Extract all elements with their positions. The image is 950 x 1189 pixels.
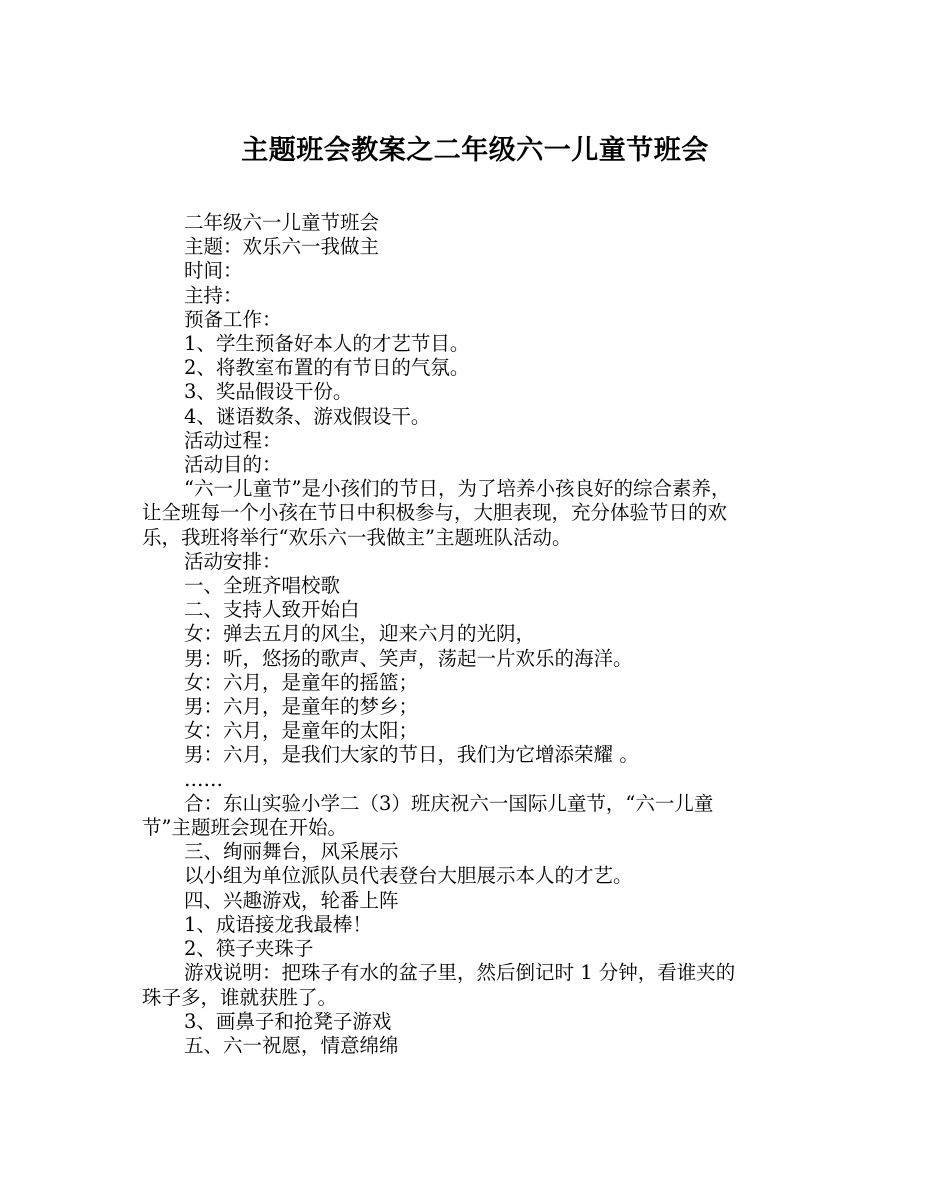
body-line: 让全班每一个小孩在节日中积极参与，大胆表现，充分体验节日的欢 [142, 501, 728, 525]
body-line: 2、将教室布置的有节日的气氛。 [184, 356, 470, 380]
body-line: …… [184, 767, 223, 791]
body-line: 乐，我班将举行“欢乐六一我做主”主题班队活动。 [142, 525, 572, 549]
body-line: 二、支持人致开始白 [184, 598, 360, 622]
body-line: 一、全班齐唱校歌 [184, 574, 341, 598]
body-line: 四、兴趣游戏，轮番上阵 [184, 888, 399, 912]
body-line: 女：弹去五月的风尘，迎来六月的光阴， [184, 622, 536, 646]
body-line: 合：东山实验小学二（3）班庆祝六一国际儿童节，“六一儿童 [184, 791, 714, 815]
body-line: 三、绚丽舞台，风采展示 [184, 840, 399, 864]
body-line: 主题：欢乐六一我做主 [184, 235, 380, 259]
body-line: 主持： [184, 283, 243, 307]
body-line: 男：听，悠扬的歌声、笑声，荡起一片欢乐的海洋。 [184, 646, 633, 670]
body-line: 活动安排： [184, 549, 282, 573]
body-line: 活动目的： [184, 453, 282, 477]
body-line: 珠子多，谁就获胜了。 [142, 985, 338, 1009]
body-line: 男：六月，是童年的梦乡； [184, 695, 419, 719]
body-line: 1、学生预备好本人的才艺节目。 [184, 332, 470, 356]
body-line: 活动过程： [184, 428, 282, 452]
document-title: 主题班会教案之二年级六一儿童节班会 [241, 135, 709, 166]
body-line: 以小组为单位派队员代表登台大胆展示本人的才艺。 [184, 864, 633, 888]
document-body [142, 211, 832, 1058]
body-line: 女：六月，是童年的太阳； [184, 719, 419, 743]
body-line: 女：六月，是童年的摇篮； [184, 670, 419, 694]
body-line: 2、筷子夹珠子 [184, 937, 314, 961]
body-line: 游戏说明：把珠子有水的盆子里，然后倒记时 1 分钟，看谁夹的 [184, 961, 736, 985]
body-line: 1、成语接龙我最棒！ [184, 912, 372, 936]
body-line: 二年级六一儿童节班会 [184, 211, 380, 234]
body-line: 4、谜语数条、游戏假设干。 [184, 404, 431, 428]
body-line: 节”主题班会现在开始。 [142, 816, 347, 840]
body-line: 3、奖品假设干份。 [184, 380, 353, 404]
body-line: 时间： [184, 259, 243, 283]
body-line: “六一儿童节”是小孩们的节日，为了培养小孩良好的综合素养， [184, 477, 731, 501]
body-line: 男：六月，是我们大家的节日，我们为它增添荣耀 。 [184, 743, 639, 767]
body-line: 五、六一祝愿，情意绵绵 [184, 1033, 399, 1057]
body-line: 预备工作： [184, 307, 282, 331]
body-line: 3、画鼻子和抢凳子游戏 [184, 1009, 392, 1033]
